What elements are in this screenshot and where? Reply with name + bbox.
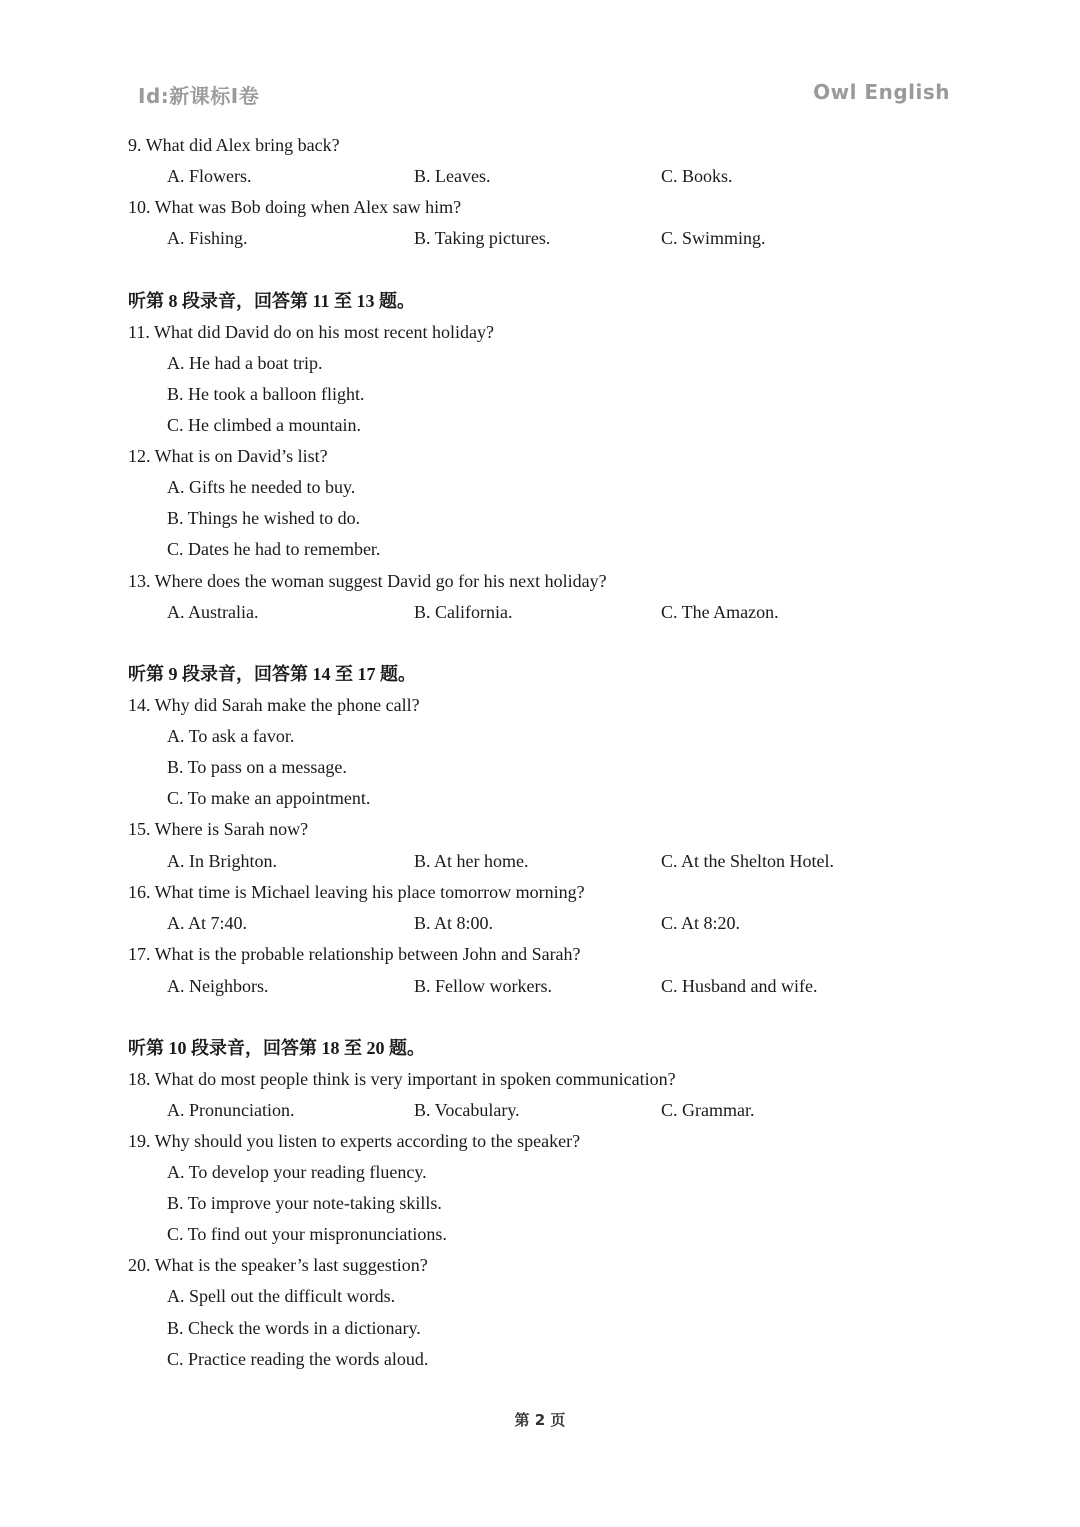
q12-option-a: A. Gifts he needed to buy. <box>167 477 356 497</box>
question-19: 19. Why should you listen to experts according to the speaker? <box>128 1131 581 1151</box>
q9-option-a: A. Flowers. <box>167 166 252 186</box>
q16-option-c: C. At 8:20. <box>661 913 741 933</box>
q14-option-b: B. To pass on a message. <box>167 757 347 777</box>
question-15: 15. Where is Sarah now? <box>128 819 309 839</box>
section-10-heading: 听第 10 段录音，回答第 18 至 20 题。 <box>128 1038 425 1058</box>
q19-option-b: B. To improve your note-taking skills. <box>167 1193 442 1213</box>
question-11: 11. What did David do on his most recent holiday? <box>128 322 494 342</box>
q9-option-c: C. Books. <box>661 166 733 186</box>
question-10: 10. What was Bob doing when Alex saw him? <box>128 197 462 217</box>
q15-option-c: C. At the Shelton Hotel. <box>661 851 834 871</box>
q14-option-a: A. To ask a favor. <box>167 726 295 746</box>
q10-option-a: A. Fishing. <box>167 228 248 248</box>
q11-option-a: A. He had a boat trip. <box>167 353 323 373</box>
question-17: 17. What is the probable relationship between John and Sarah? <box>128 944 581 964</box>
question-13: 13. Where does the woman suggest David go for his next holiday? <box>128 571 607 591</box>
q11-option-c: C. He climbed a mountain. <box>167 415 361 435</box>
q9-option-b: B. Leaves. <box>414 166 491 186</box>
question-12: 12. What is on David’s list? <box>128 446 328 466</box>
question-14: 14. Why did Sarah make the phone call? <box>128 695 420 715</box>
header-brand: Owl English <box>813 80 950 104</box>
question-9: 9. What did Alex bring back? <box>128 135 340 155</box>
q14-option-c: C. To make an appointment. <box>167 788 371 808</box>
q15-option-a: A. In Brighton. <box>167 851 277 871</box>
q20-option-a: A. Spell out the difficult words. <box>167 1286 396 1306</box>
header-id-label: Id:新课标I卷 <box>138 84 260 108</box>
question-18: 18. What do most people think is very important in spoken communication? <box>128 1069 676 1089</box>
q13-option-b: B. California. <box>414 602 513 622</box>
q13-option-c: C. The Amazon. <box>661 602 779 622</box>
q16-option-a: A. At 7:40. <box>167 913 248 933</box>
q12-option-c: C. Dates he had to remember. <box>167 539 381 559</box>
q20-option-c: C. Practice reading the words aloud. <box>167 1349 429 1369</box>
q18-option-c: C. Grammar. <box>661 1100 755 1120</box>
q10-option-b: B. Taking pictures. <box>414 228 551 248</box>
q18-option-a: A. Pronunciation. <box>167 1100 295 1120</box>
q19-option-c: C. To find out your mispronunciations. <box>167 1224 447 1244</box>
q16-option-b: B. At 8:00. <box>414 913 494 933</box>
q20-option-b: B. Check the words in a dictionary. <box>167 1318 421 1338</box>
q17-option-c: C. Husband and wife. <box>661 976 818 996</box>
q17-option-b: B. Fellow workers. <box>414 976 552 996</box>
q13-option-a: A. Australia. <box>167 602 259 622</box>
q11-option-b: B. He took a balloon flight. <box>167 384 365 404</box>
page-number: 第 2 页 <box>514 1411 566 1429</box>
q15-option-b: B. At her home. <box>414 851 529 871</box>
q18-option-b: B. Vocabulary. <box>414 1100 520 1120</box>
q19-option-a: A. To develop your reading fluency. <box>167 1162 427 1182</box>
section-9-heading: 听第 9 段录音，回答第 14 至 17 题。 <box>128 664 416 684</box>
q17-option-a: A. Neighbors. <box>167 976 269 996</box>
q12-option-b: B. Things he wished to do. <box>167 508 361 528</box>
q10-option-c: C. Swimming. <box>661 228 766 248</box>
question-16: 16. What time is Michael leaving his place tomorrow morning? <box>128 882 585 902</box>
section-8-heading: 听第 8 段录音，回答第 11 至 13 题。 <box>128 291 416 311</box>
question-20: 20. What is the speaker’s last suggestion? <box>128 1255 428 1275</box>
